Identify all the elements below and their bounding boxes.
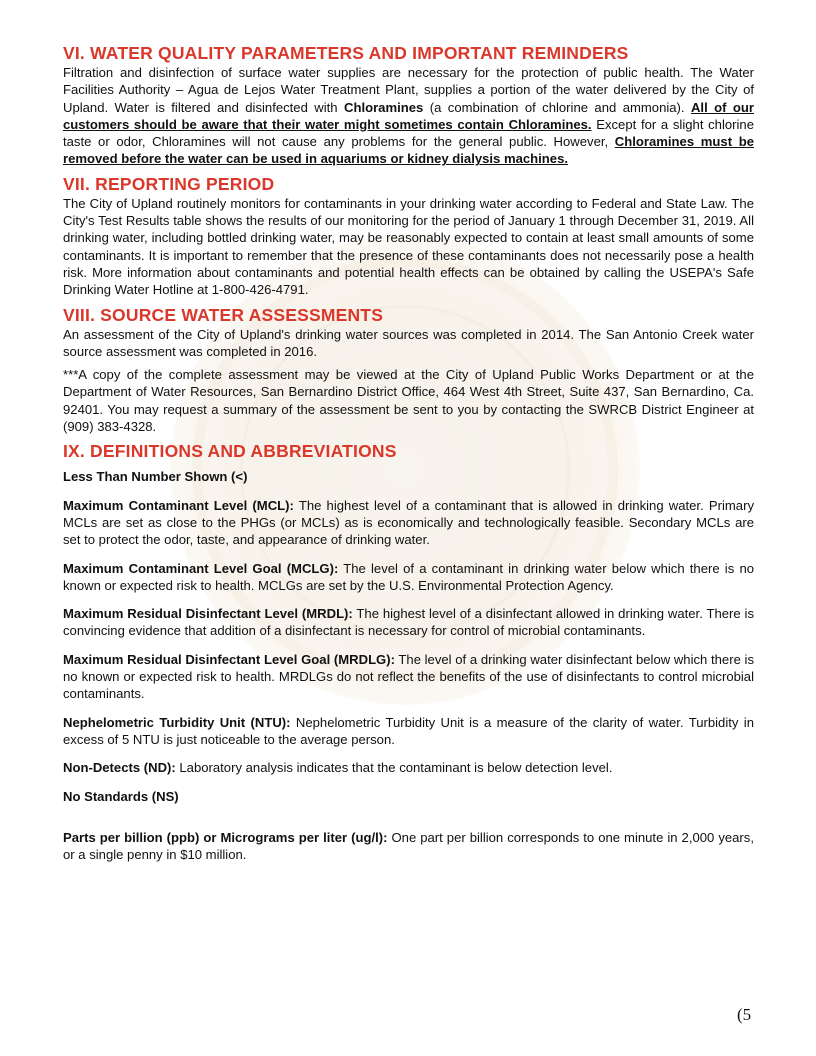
definition-term: Maximum Residual Disinfectant Level Goal (MRDLG): <box>63 651 395 667</box>
reporting-period-paragraph: The City of Upland routinely monitors for contaminants in your drinking water according to Federal and State Law. The City's Test Results table shows the results of our monitoring for the period of January 1 through December 31, 2019. All drinking water, including bottled drinking water, may be reasonably expected to contain at least small amounts of some contaminants. It is important to remember that the presence of these contaminants does not necessarily pose a health risk. More information about contaminants and potential health effects can be obtained by calling the USEPA's Safe Drinking Water Hotline at 1-800-426-4791. <box>63 195 754 298</box>
definition-term: Nephelometric Turbidity Unit (NTU): <box>63 714 291 730</box>
definition-text: The level of a drinking water disinfectant below which there is no known or expected risk to health. MRDLGs do not reflect the benefits of the use of disinfectants to control microbial contaminants. <box>63 651 754 702</box>
definition-text: Nephelometric Turbidity Unit is a measure of the clarity of water. Turbidity in excess of 5 NTU is just noticeable to the average person. <box>63 714 754 747</box>
definition-term: Less Than Number Shown (<) <box>63 469 248 485</box>
definition-term: No Standards (NS) <box>63 788 179 804</box>
wq-text-1: Filtration and disinfection of surface water supplies are necessary for the protection of public health. The Water Facilities Authority – Agua de Lejos Water Treatment Plant, supplies a portion of the water delivered by the City of Upland. Water is filtered and disinfected with <box>63 65 754 115</box>
definition-item <box>63 759 754 776</box>
source-water-paragraph-1: An assessment of the City of Upland's drinking water sources was completed in 2014. The San Antonio Creek water source assessment was completed in 2016. <box>63 326 754 359</box>
definition-item <box>63 714 754 749</box>
definition-item <box>63 829 754 864</box>
definition-term: Non-Detects (ND): <box>63 760 176 776</box>
definition-text: Laboratory analysis indicates that the contaminant is below detection level. <box>175 760 613 776</box>
wq-customers-notice: All of our customers should be aware that their water might sometimes contain Chloramines. <box>63 99 754 132</box>
source-water-paragraph-2: ***A copy of the complete assessment may be viewed at the City of Upland Public Works Department or at the Department of Water Resources, San Bernardino District Office, 464 West 4th Street, Suite 437, San Bernardino, Ca. 92401. You may request a summary of the assessment be sent to you by contacting the SWRCB District Engineer at (909) 383-4328. <box>63 367 754 435</box>
section-heading-reporting-period: VII. REPORTING PERIOD <box>63 173 275 194</box>
definition-item <box>63 605 754 640</box>
definition-item <box>63 468 754 485</box>
water-quality-paragraph <box>63 64 754 168</box>
wq-removal-notice: Chloramines must be removed before the water can be used in aquariums or kidney dialysis machines. <box>63 134 754 167</box>
page-number: (5 <box>737 1005 752 1024</box>
section-heading-definitions: IX. DEFINITIONS AND ABBREVIATIONS <box>63 441 397 462</box>
definition-text: The highest level of a contaminant that is allowed in drinking water. Primary MCLs are set as close to the PHGs (or MCLs) as is economically and technologically feasible. Secondary MCLs are set to protect the odor, taste, and appearance of drinking water. <box>63 497 754 548</box>
definition-term: Maximum Contaminant Level (MCL): <box>63 497 294 513</box>
section-heading-source-water: VIII. SOURCE WATER ASSESSMENTS <box>63 304 384 325</box>
document-body <box>63 42 754 863</box>
definition-text: The highest level of a disinfectant allowed in drinking water. There is convincing evidence that addition of a disinfectant is necessary for control of microbial contaminants. <box>63 606 755 639</box>
definition-term: Parts per billion (ppb) or Micrograms per liter (ug/l): <box>63 829 388 845</box>
definition-item <box>63 788 754 805</box>
wq-text-3: (a combination of chlorine and ammonia). <box>423 99 691 115</box>
definitions-list <box>63 468 754 863</box>
wq-chloramines-bold: Chloramines <box>344 99 424 115</box>
definition-item <box>63 651 754 703</box>
definition-text: The level of a contaminant in drinking water below which there is no known or expected risk to health. MCLGs are set by the U.S. Environmental Protection Agency. <box>63 560 755 593</box>
definition-term: Maximum Contaminant Level Goal (MCLG): <box>63 560 339 576</box>
definition-text: One part per billion corresponds to one minute in 2,000 years, or a single penny in $10 million. <box>63 829 754 863</box>
section-heading-water-quality: VI. WATER QUALITY PARAMETERS AND IMPORTANT REMINDERS <box>63 43 629 63</box>
definition-term: Maximum Residual Disinfectant Level (MRDL): <box>63 606 353 622</box>
definition-item <box>63 497 754 549</box>
definition-item <box>63 560 754 595</box>
wq-text-5: Except for a slight chlorine taste or odor, Chloramines will not cause any problems for the general public. However, <box>63 116 754 150</box>
